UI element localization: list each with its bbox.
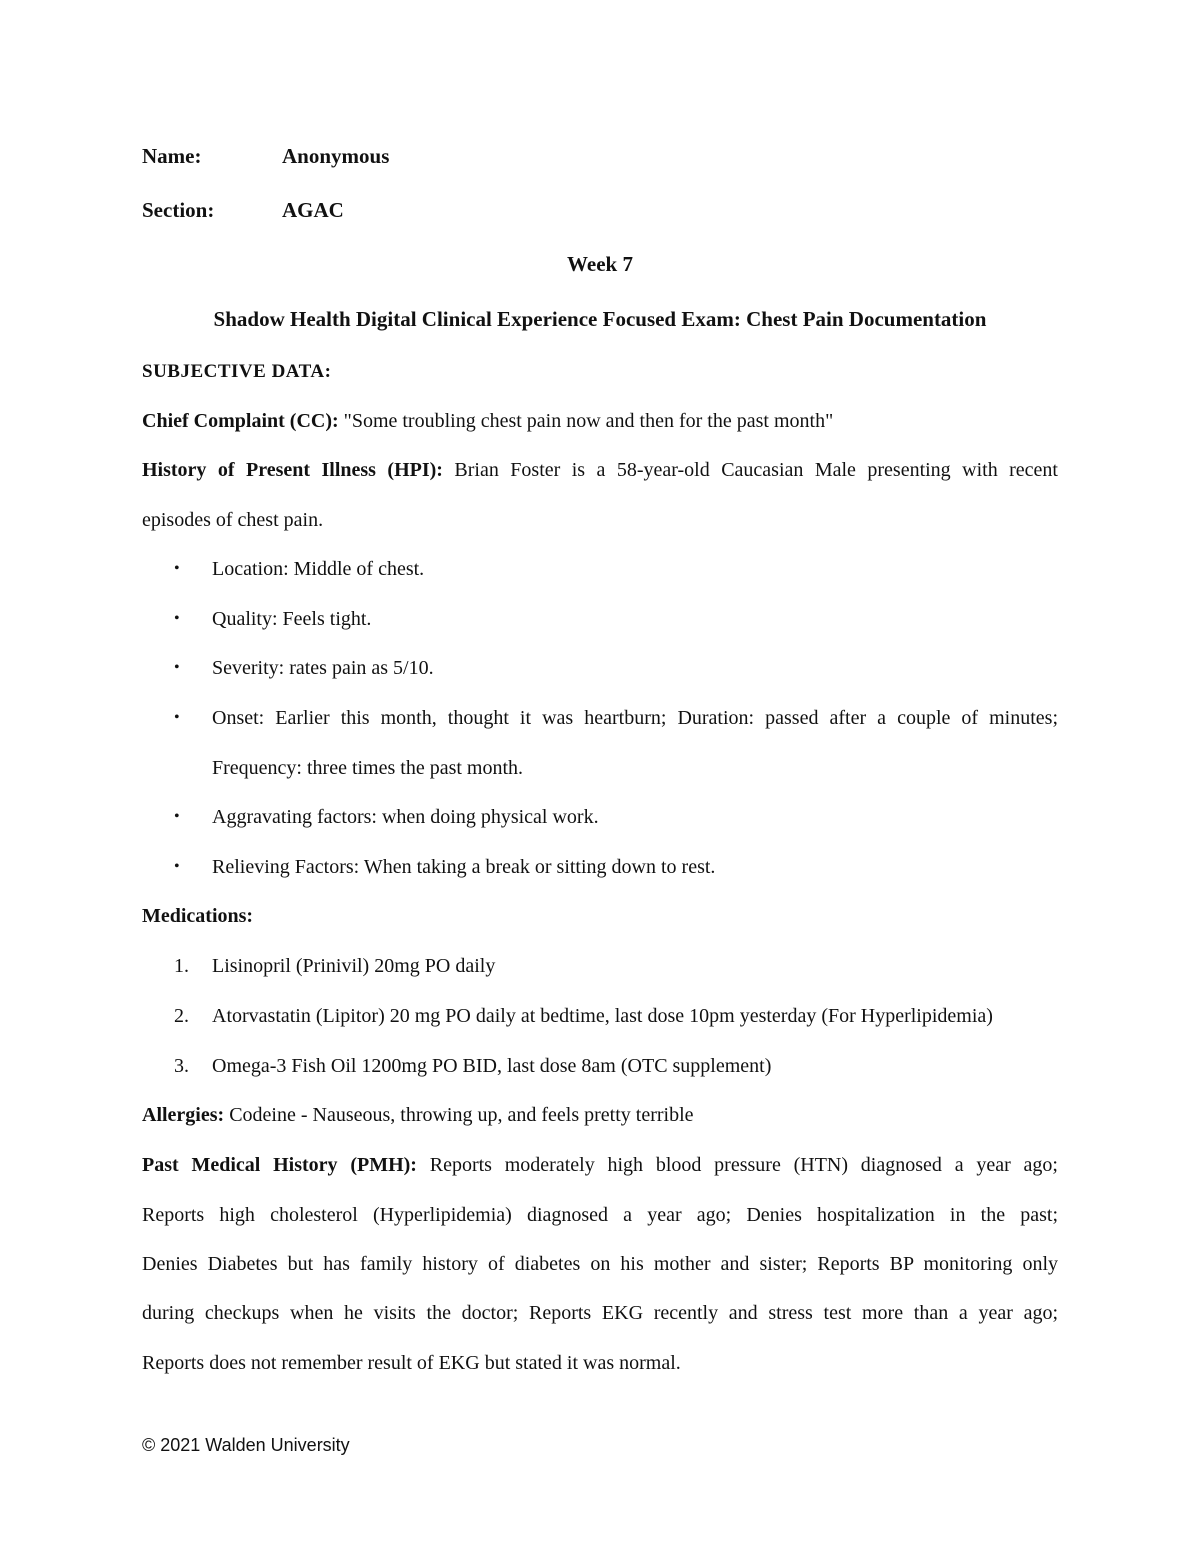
pmh-line-2: Reports high cholesterol (Hyperlipidemia) diagnosed a year ago; Denies hospitalization in the past;: [142, 1204, 1058, 1226]
bullet-icon: •: [174, 808, 180, 825]
week-heading: Week 7: [567, 252, 633, 276]
bullet-icon: •: [174, 610, 180, 627]
bullet-icon: •: [174, 709, 180, 726]
medication-number: 2.: [174, 1005, 189, 1027]
medication-number: 3.: [174, 1055, 189, 1077]
pmh-line-5: Reports does not remember result of EKG but stated it was normal.: [142, 1352, 681, 1374]
bullet-quality: Quality: Feels tight.: [212, 608, 372, 630]
hpi-text-1: Brian Foster is a 58-year-old Caucasian Male presenting with recent: [442, 459, 1058, 481]
section-label: Section:: [142, 198, 215, 222]
medication-item: Lisinopril (Prinivil) 20mg PO daily: [212, 955, 496, 977]
medications-heading: Medications:: [142, 905, 254, 927]
allergies: [142, 1103, 694, 1127]
copyright-footer: © 2021 Walden University: [142, 1435, 350, 1455]
pmh-line-3: Denies Diabetes but has family history of diabetes on his mother and sister; Reports BP monitoring only: [142, 1253, 1058, 1275]
bullet-relieving: Relieving Factors: When taking a break or sitting down to rest.: [212, 856, 716, 878]
pmh-line-1: [142, 1153, 1058, 1177]
allergies-label: Allergies:: [142, 1104, 225, 1126]
bullet-onset: Onset: Earlier this month, thought it was heartburn; Duration: passed after a couple of minutes;: [212, 707, 1058, 729]
pmh-line-4: during checkups when he visits the doctor; Reports EKG recently and stress test more than a year ago;: [142, 1302, 1058, 1324]
hpi-label: History of Present Illness (HPI):: [142, 459, 443, 481]
chief-complaint: [142, 409, 833, 433]
medication-item: Omega-3 Fish Oil 1200mg PO BID, last dose 8am (OTC supplement): [212, 1055, 772, 1077]
bullet-location: Location: Middle of chest.: [212, 558, 425, 580]
medication-number: 1.: [174, 955, 189, 977]
document-title: Shadow Health Digital Clinical Experience Focused Exam: Chest Pain Documentation: [213, 307, 987, 331]
name-value: Anonymous: [282, 144, 390, 168]
pmh-text-1: Reports moderately high blood pressure (HTN) diagnosed a year ago;: [416, 1154, 1058, 1176]
chief-complaint-text: "Some troubling chest pain now and then for the past month": [338, 410, 834, 432]
pmh-label: Past Medical History (PMH):: [142, 1154, 417, 1176]
hpi-line-1: [142, 458, 1058, 482]
subjective-heading: SUBJECTIVE DATA:: [142, 361, 332, 382]
hpi-line-2: episodes of chest pain.: [142, 509, 324, 531]
bullet-severity: Severity: rates pain as 5/10.: [212, 657, 434, 679]
bullet-icon: •: [174, 858, 180, 875]
bullet-onset-continued: Frequency: three times the past month.: [212, 757, 524, 779]
section-value: AGAC: [282, 198, 344, 222]
medication-item: Atorvastatin (Lipitor) 20 mg PO daily at bedtime, last dose 10pm yesterday (For Hyperlipidemia): [212, 1005, 993, 1027]
allergies-text: Codeine - Nauseous, throwing up, and feels pretty terrible: [224, 1104, 694, 1126]
chief-complaint-label: Chief Complaint (CC):: [142, 410, 339, 432]
bullet-icon: •: [174, 560, 180, 577]
bullet-icon: •: [174, 659, 180, 676]
name-label: Name:: [142, 144, 202, 168]
bullet-aggravating: Aggravating factors: when doing physical work.: [212, 806, 599, 828]
